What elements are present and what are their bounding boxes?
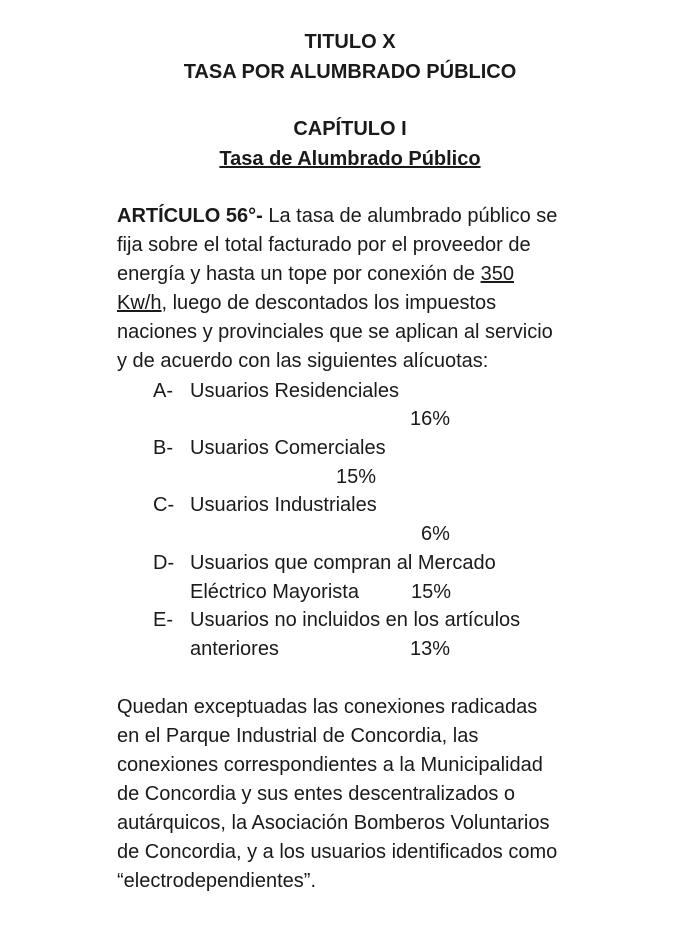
- item-b-letter: B-: [153, 437, 173, 459]
- item-e-letter: E-: [153, 609, 173, 631]
- article-text: luego de descontados los impuestos: [167, 292, 497, 314]
- chapter-heading: CAPÍTULO I: [293, 118, 407, 140]
- item-b-percent: 15%: [336, 466, 377, 488]
- item-d-text-2: Eléctrico Mayorista: [190, 581, 359, 603]
- title-name: TASA POR ALUMBRADO PÚBLICO: [183, 61, 517, 83]
- item-d-text-1: Usuarios que compran al Mercado: [190, 552, 496, 574]
- item-a-text: Usuarios Residenciales: [190, 380, 399, 402]
- article-line-3: [117, 260, 514, 288]
- item-c-percent: 6%: [421, 523, 450, 545]
- kwh-unit: Kw/h,: [117, 292, 168, 314]
- exceptions-line-3: conexiones correspondientes a la Municipalidad: [117, 754, 543, 776]
- title-number: TITULO X: [304, 31, 396, 53]
- item-a-percent: 16%: [410, 408, 451, 430]
- exceptions-line-5: autárquicos, la Asociación Bomberos Voluntarios: [117, 812, 550, 834]
- article-line-1: [117, 202, 557, 230]
- article-line-6: y de acuerdo con las siguientes alícuotas:: [117, 350, 489, 372]
- item-d-percent: 15%: [411, 581, 452, 603]
- item-e-percent: 13%: [410, 638, 451, 660]
- item-d-letter: D-: [153, 552, 175, 574]
- item-e-text-1: Usuarios no incluidos en los artículos: [190, 609, 521, 631]
- item-b-text: Usuarios Comerciales: [190, 437, 386, 459]
- item-c-text: Usuarios Industriales: [190, 494, 377, 516]
- article-line-4: [117, 289, 496, 317]
- exceptions-line-1: Quedan exceptuadas las conexiones radicadas: [117, 696, 538, 718]
- exceptions-line-6: de Concordia, y a los usuarios identificados como: [117, 841, 558, 863]
- article-text: La tasa de alumbrado público se: [262, 205, 558, 227]
- chapter-subtitle: Tasa de Alumbrado Público: [219, 148, 481, 170]
- kwh-value: 350: [480, 263, 514, 285]
- article-text: energía y hasta un tope por conexión de: [117, 263, 481, 285]
- exceptions-line-4: de Concordia y sus entes descentralizados o: [117, 783, 516, 805]
- article-line-5: naciones y provinciales que se aplican al servicio: [117, 321, 553, 343]
- item-e-text-2: anteriores: [190, 638, 279, 660]
- exceptions-line-7: “electrodependientes”.: [117, 870, 317, 892]
- item-a-letter: A-: [153, 380, 173, 402]
- exceptions-line-2: en el Parque Industrial de Concordia, las: [117, 725, 479, 747]
- article-line-2: fija sobre el total facturado por el proveedor de: [117, 234, 531, 256]
- article-label: ARTÍCULO 56°-: [117, 205, 263, 227]
- item-c-letter: C-: [153, 494, 175, 516]
